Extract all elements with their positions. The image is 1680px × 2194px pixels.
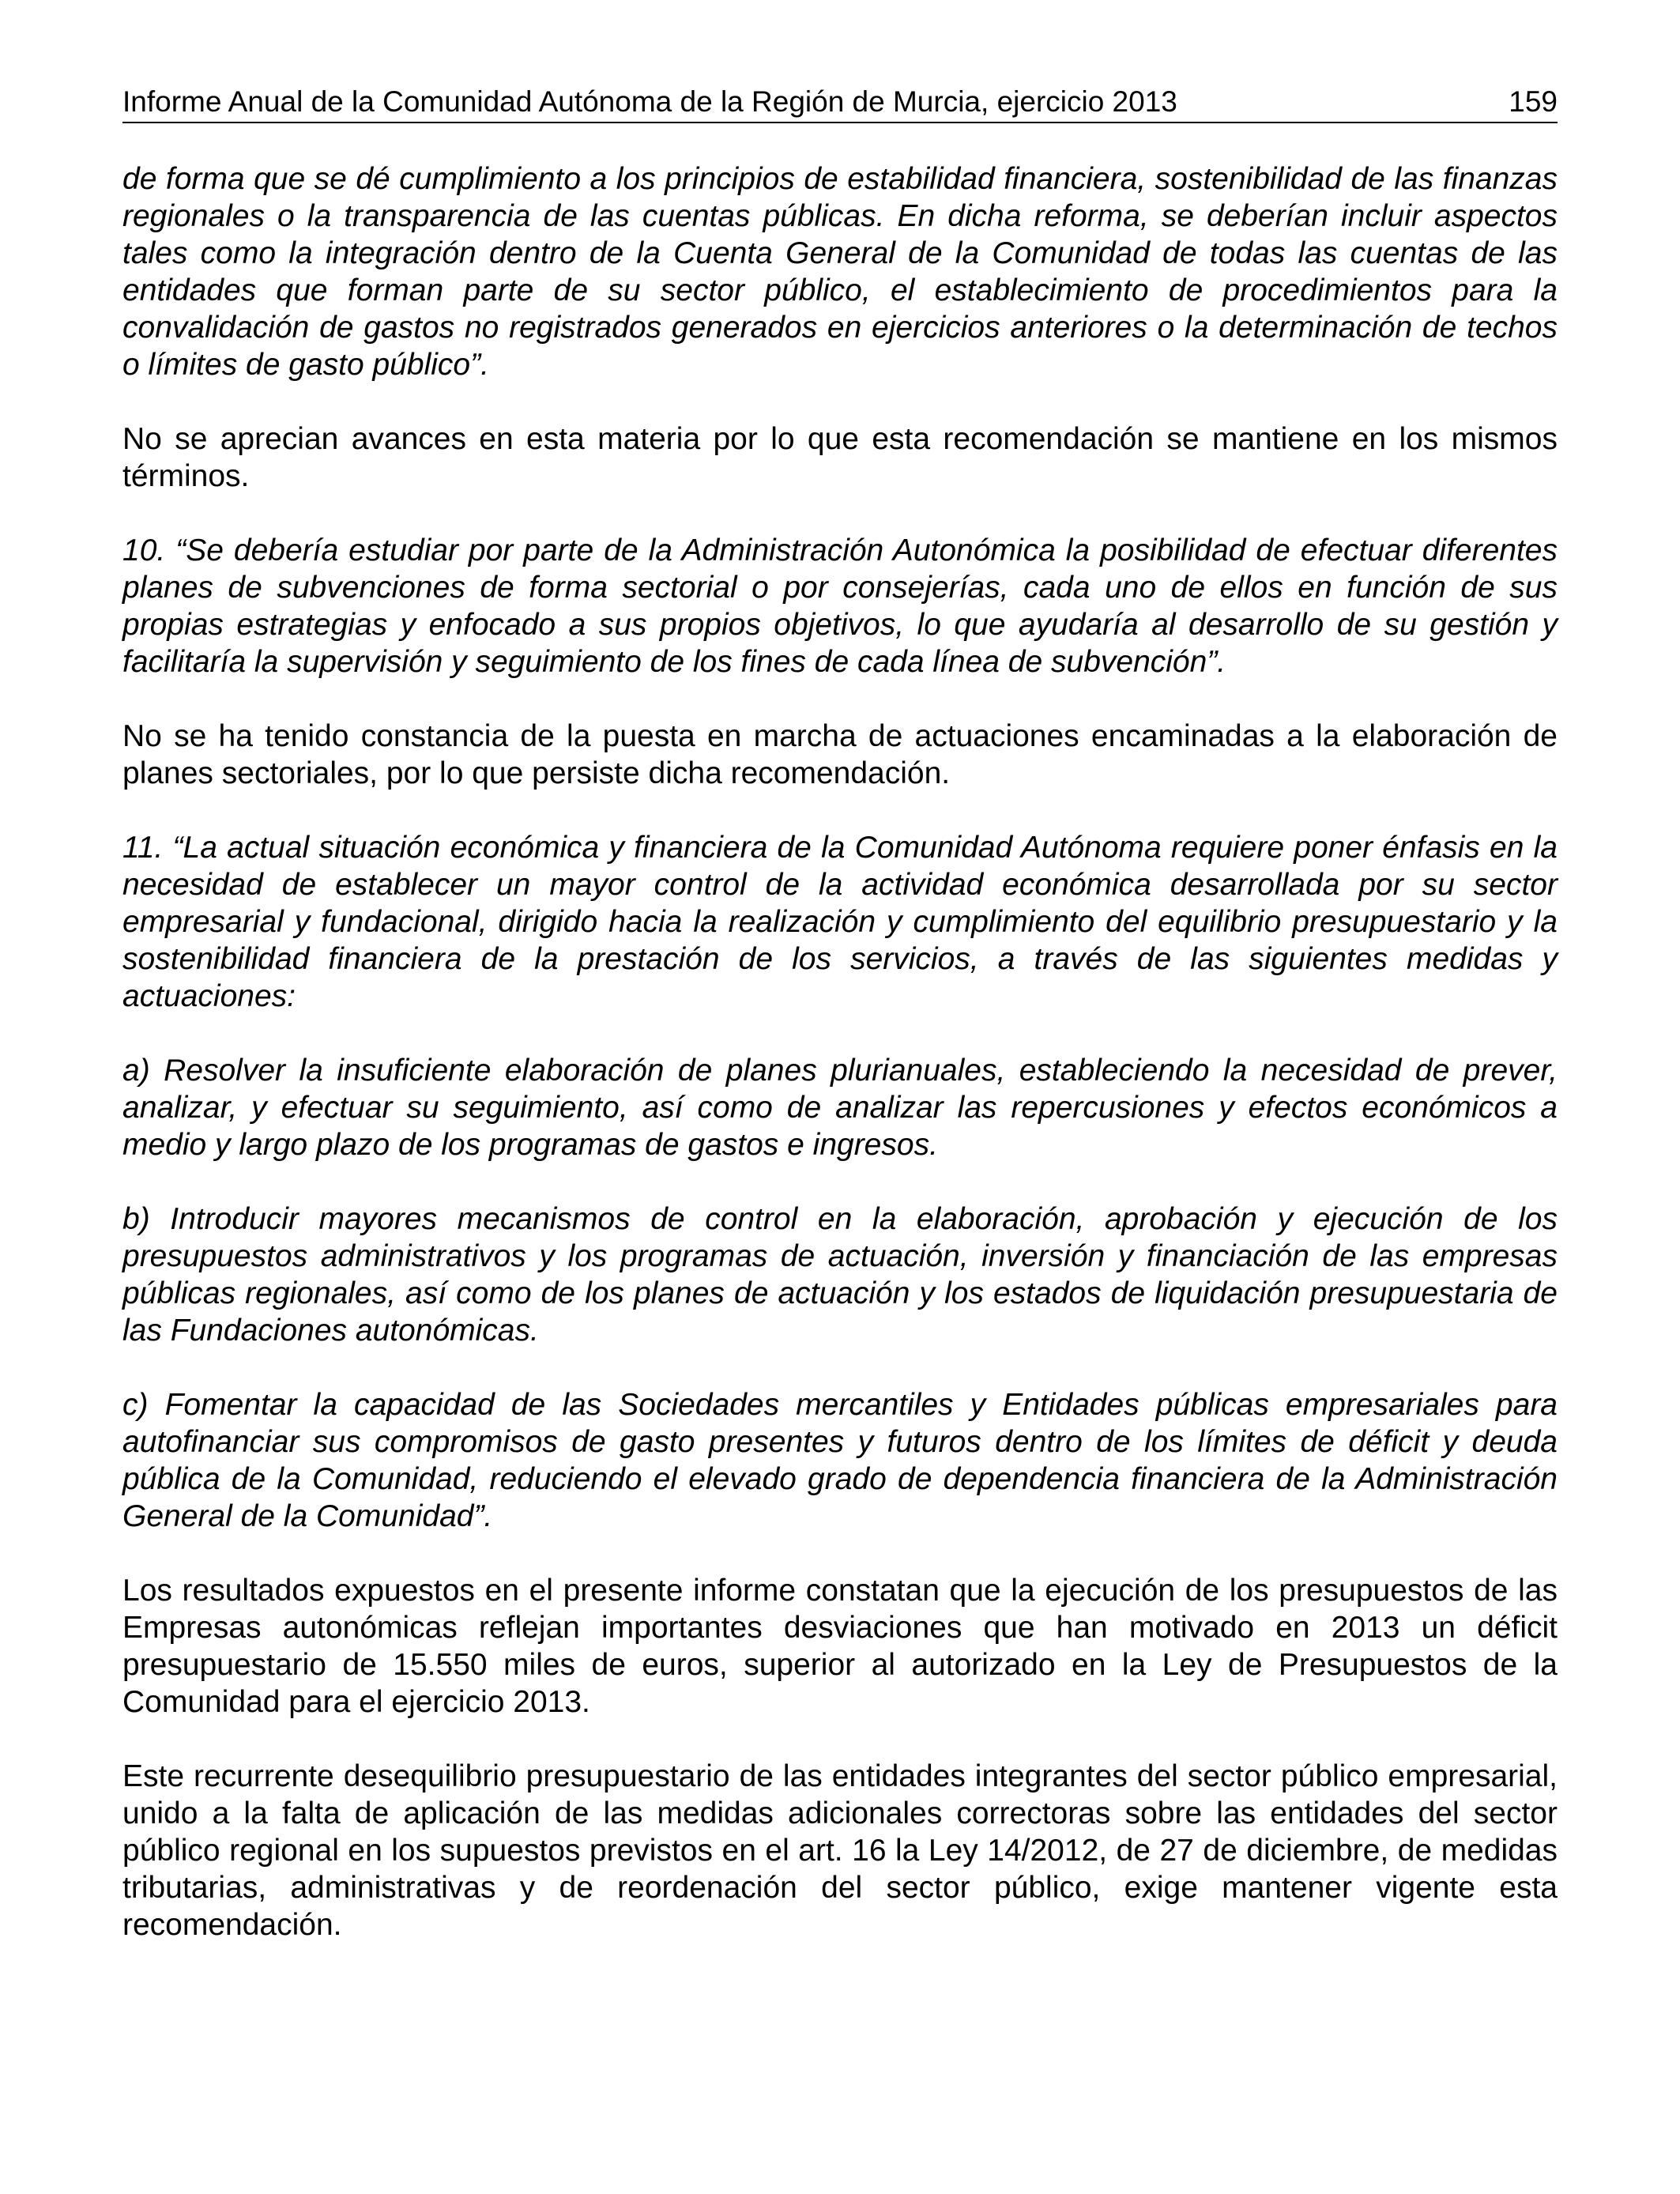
paragraph-recommendation-continuation: de forma que se dé cumplimiento a los principios de estabilidad financiera, sostenibilidad de las finanzas regionales o la transparencia de las cuentas públicas. En dicha reforma, se deberían incluir aspectos tales como la integración dentro de la Cuenta General de la Comunidad de todas las cuentas de las entidades que forman parte de su sector público, el establecimiento de procedimientos para la convalidación de gastos no registrados generados en ejercicios anteriores o la determinación de techos o límites de gasto público”. (122, 162, 1558, 382)
paragraph-assessment: Los resultados expuestos en el presente informe constatan que la ejecución de los presupuestos de las Empresas autonómicas reflejan importantes desviaciones que han motivado en 2013 un déficit presupuestario de 15.550 miles de euros, superior al autorizado en la Ley de Presupuestos de la Comunidad para el ejercicio 2013. (122, 1574, 1558, 1719)
paragraph-measure-a: a) Resolver la insuficiente elaboración de planes plurianuales, estableciendo la necesidad de prever, analizar, y efectuar su seguimiento, así como de analizar las repercusiones y efectos económicos a medio y largo plazo de los programas de gastos e ingresos. (122, 1054, 1558, 1162)
paragraph-measure-c: c) Fomentar la capacidad de las Sociedades mercantiles y Entidades públicas empresariales para autofinanciar sus compromisos de gasto presentes y futuros dentro de los límites de déficit y deuda pública de la Comunidad, reduciendo el elevado grado de dependencia financiera de la Administración General de la Comunidad”. (122, 1388, 1558, 1533)
paragraph-recommendation-11: 11. “La actual situación económica y financiera de la Comunidad Autónoma requiere poner énfasis en la necesidad de establecer un mayor control de la actividad económica desarrollada por su sector empresarial y fundacional, dirigido hacia la realización y cumplimiento del equilibrio presupuestario y la sostenibilidad financiera de la prestación de los servicios, a través de las siguientes medidas y actuaciones: (122, 831, 1558, 1013)
paragraph-assessment: Este recurrente desequilibrio presupuestario de las entidades integrantes del sector público empresarial, unido a la falta de aplicación de las medidas adicionales correctoras sobre las entidades del sector público regional en los supuestos previstos en el art. 16 la Ley 14/2012, de 27 de diciembre, de medidas tributarias, administrativas y de reordenación del sector público, exige mantener vigente esta recomendación. (122, 1759, 1558, 1942)
paragraph-assessment: No se ha tenido constancia de la puesta en marcha de actuaciones encaminadas a la elaboración de planes sectoriales, por lo que persiste dicha recomendación. (122, 719, 1558, 790)
header-title: Informe Anual de la Comunidad Autónoma de la Región de Murcia, ejercicio 2013 (122, 85, 1177, 118)
page-number: 159 (1509, 85, 1558, 118)
paragraph-recommendation-10: 10. “Se debería estudiar por parte de la Administración Autonómica la posibilidad de efectuar diferentes planes de subvenciones de forma sectorial o por consejerías, cada uno de ellos en función de sus propias estrategias y enfocado a sus propios objetivos, lo que ayudaría al desarrollo de su gestión y facilitaría la supervisión y seguimiento de los fines de cada línea de subvención”. (122, 533, 1558, 679)
document-body (122, 160, 1558, 1981)
paragraph-measure-b: b) Introducir mayores mecanismos de control en la elaboración, aprobación y ejecución de los presupuestos administrativos y los programas de actuación, inversión y financiación de las empresas públicas regionales, así como de los planes de actuación y los estados de liquidación presupuestaria de las Fundaciones autonómicas. (122, 1202, 1558, 1348)
paragraph-assessment: No se aprecian avances en esta materia por lo que esta recomendación se mantiene en los mismos términos. (122, 422, 1558, 493)
page-header (122, 76, 1558, 123)
